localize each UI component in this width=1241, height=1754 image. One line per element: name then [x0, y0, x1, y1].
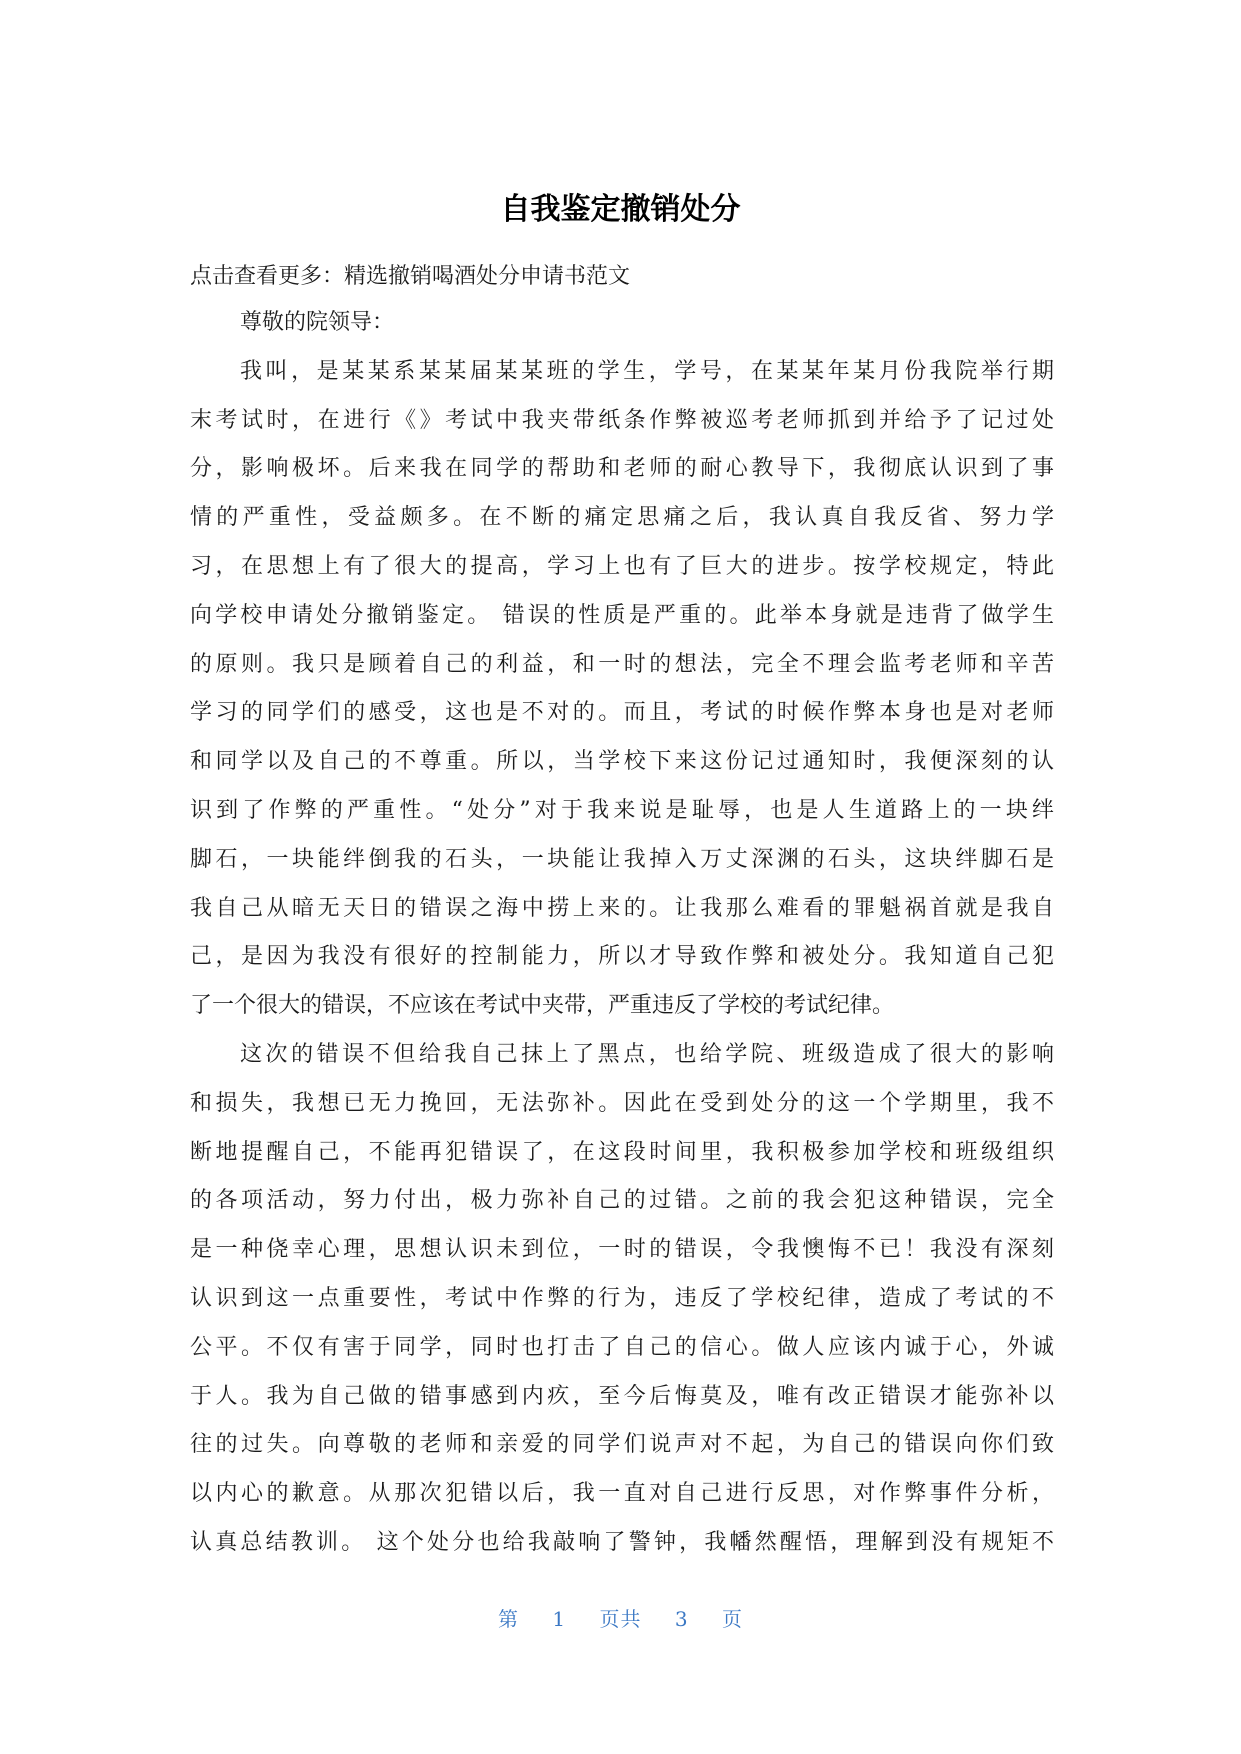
- body-line: 于人。我为自己做的错事感到内疚，至今后悔莫及，唯有改正错误才能弥补以: [190, 1383, 1054, 1409]
- body-line: 我自己从暗无天日的错误之海中捞上来的。让我那么难看的罪魁祸首就是我自: [190, 895, 1054, 921]
- body-line: 分，影响极坏。后来我在同学的帮助和老师的耐心教导下，我彻底认识到了事: [190, 456, 1054, 482]
- body-line: 脚石，一块能绊倒我的石头，一块能让我掉入万丈深渊的石头，这块绊脚石是: [190, 846, 1054, 872]
- body-line: 我叫，是某某系某某届某某班的学生，学号，在某某年某月份我院举行期: [240, 358, 1054, 384]
- body-line: 的各项活动，努力付出，极力弥补自己的过错。之前的我会犯这种错误，完全: [190, 1188, 1054, 1214]
- body-line: 断地提醒自己，不能再犯错误了，在这段时间里，我积极参加学校和班级组织: [190, 1139, 1054, 1165]
- document-title: 自我鉴定撤销处分: [500, 192, 741, 227]
- total-pages-number: 3: [674, 1607, 689, 1631]
- body-line: 往的过失。向尊敬的老师和亲爱的同学们说声对不起，为自己的错误向你们致: [190, 1432, 1054, 1458]
- body-line: 以内心的歉意。从那次犯错以后，我一直对自己进行反思，对作弊事件分析，: [190, 1481, 1054, 1507]
- page-label-prefix: 第: [498, 1607, 520, 1631]
- body-line: 末考试时，在进行《》考试中我夹带纸条作弊被巡考老师抓到并给予了记过处: [190, 407, 1054, 433]
- more-link[interactable]: 点击查看更多：精选撤销喝酒处分申请书范文: [190, 264, 631, 289]
- body-line: 习，在思想上有了很大的提高，学习上也有了巨大的进步。按学校规定，特此: [190, 553, 1054, 579]
- body-line: 学习的同学们的感受，这也是不对的。而且，考试的时候作弊本身也是对老师: [190, 700, 1054, 726]
- document-body: [190, 255, 1054, 1568]
- body-line: 情的严重性，受益颇多。在不断的痛定思痛之后，我认真自我反省、努力学: [190, 505, 1054, 531]
- body-line: 和损失，我想已无力挽回，无法弥补。因此在受到处分的这一个学期里，我不: [190, 1090, 1054, 1116]
- page-number-footer: [0, 1603, 1241, 1632]
- body-line: 是一种侥幸心理，思想认识未到位，一时的错误，令我懊悔不已！我没有深刻: [190, 1237, 1054, 1263]
- page-label-mid: 页共: [599, 1607, 642, 1631]
- current-page-number: 1: [552, 1607, 567, 1631]
- body-line: 己，是因为我没有很好的控制能力，所以才导致作弊和被处分。我知道自己犯: [190, 944, 1054, 970]
- body-line: 认识到这一点重要性，考试中作弊的行为，违反了学校纪律，造成了考试的不: [190, 1285, 1054, 1311]
- body-line: 认真总结教训。 这个处分也给我敲响了警钟，我幡然醒悟，理解到没有规矩不: [190, 1529, 1054, 1555]
- body-line: 向学校申请处分撤销鉴定。 错误的性质是严重的。此举本身就是违背了做学生: [190, 602, 1054, 628]
- page-label-suffix: 页: [721, 1607, 743, 1631]
- body-line: 公平。不仅有害于同学，同时也打击了自己的信心。做人应该内诚于心，外诚: [190, 1334, 1054, 1360]
- body-line: 识到了作弊的严重性。“处分”对于我来说是耻辱，也是人生道路上的一块绊: [190, 797, 1054, 823]
- salutation: 尊敬的院领导：: [240, 310, 395, 335]
- body-line: 了一个很大的错误，不应该在考试中夹带，严重违反了学校的考试纪律。: [190, 993, 895, 1019]
- body-line: 和同学以及自己的不尊重。所以，当学校下来这份记过通知时，我便深刻的认: [190, 749, 1054, 775]
- body-line: 的原则。我只是顾着自己的利益，和一时的想法，完全不理会监考老师和辛苦: [190, 651, 1054, 677]
- body-line: 这次的错误不但给我自己抹上了黑点，也给学院、班级造成了很大的影响: [240, 1041, 1054, 1067]
